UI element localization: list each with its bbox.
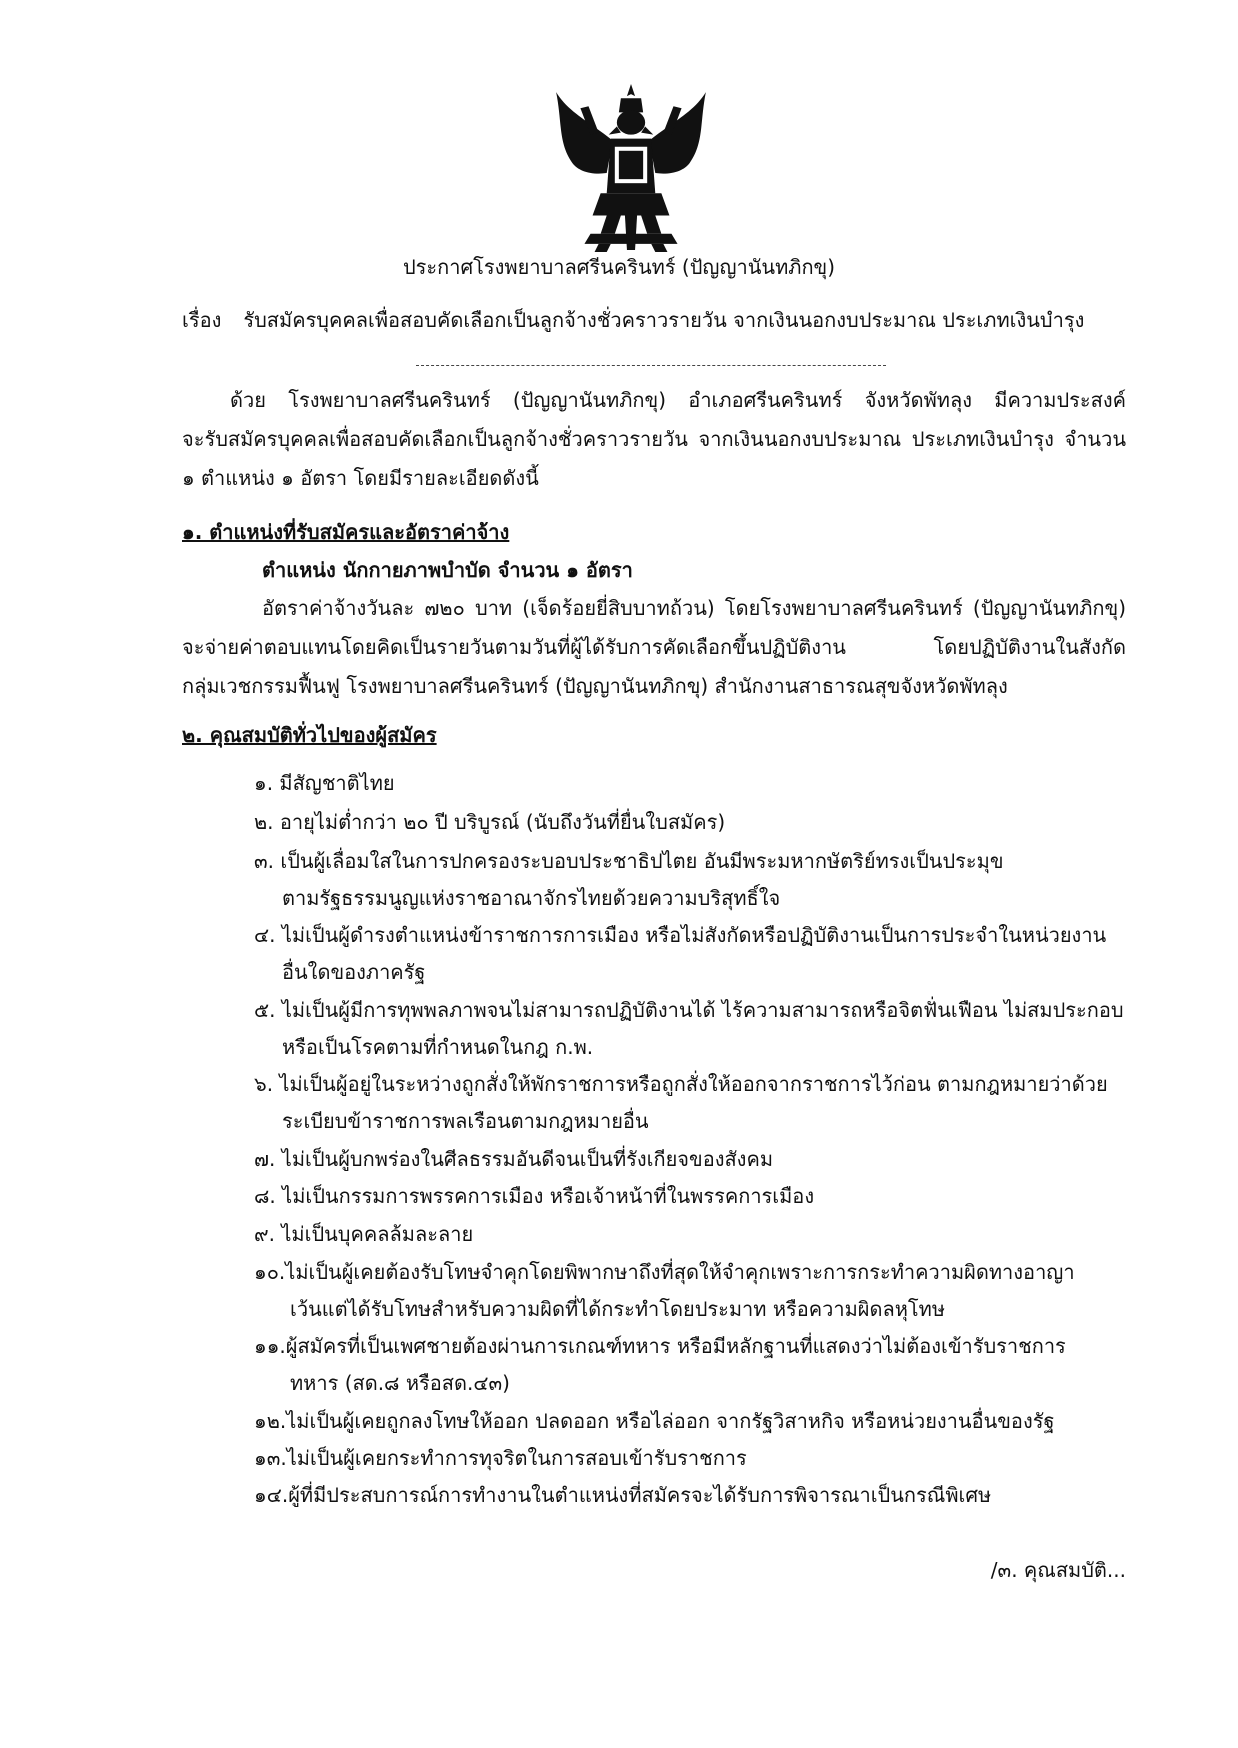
subject-text: รับสมัครบุคคลเพื่อสอบคัดเลือกเป็นลูกจ้างชั่วคราวรายวัน จากเงินนอกงบประมาณ ประเภทเงินบำรุง: [243, 308, 1085, 332]
subject-line: [182, 306, 1084, 334]
section-heading: ๒. คุณสมบัติทั่วไปของผู้สมัคร: [182, 723, 437, 747]
list-item: ๑. มีสัญชาติไทย: [254, 771, 395, 795]
list-item-continuation: หรือเป็นโรคตามที่กำหนดในกฎ ก.พ.: [282, 1035, 594, 1059]
wage-line: กลุ่มเวชกรรมฟื้นฟู โรงพยาบาลศรีนครินทร์ (ปัญญานันทภิกขุ) สำนักงานสาธารณสุขจังหวัดพัทลุง: [182, 674, 1008, 698]
next-page-marker: /๓. คุณสมบัติ...: [990, 1558, 1126, 1582]
wage-line: อัตราค่าจ้างวันละ ๗๒๐ บาท (เจ็ดร้อยยี่สิบบาทถ้วน) โดยโรงพยาบาลศรีนครินทร์ (ปัญญานันทภิกขุ): [262, 596, 1126, 620]
list-item: ๓. เป็นผู้เลื่อมใสในการปกครองระบอบประชาธิปไตย อันมีพระมหากษัตริย์ทรงเป็นประมุข: [254, 849, 1004, 873]
garuda-emblem-icon: [549, 82, 713, 254]
list-item: ๑๐.ไม่เป็นผู้เคยต้องรับโทษจำคุกโดยพิพากษาถึงที่สุดให้จำคุกเพราะการกระทำความผิดทางอาญา: [254, 1260, 1075, 1284]
list-item-continuation: ระเบียบข้าราชการพลเรือนตามกฎหมายอื่น: [282, 1109, 649, 1133]
list-item: ๑๑.ผู้สมัครที่เป็นเพศชายต้องผ่านการเกณฑ์ทหาร หรือมีหลักฐานที่แสดงว่าไม่ต้องเข้ารับราชการ: [254, 1334, 1066, 1358]
list-item: ๙. ไม่เป็นบุคคลล้มละลาย: [254, 1222, 474, 1246]
intro-line: จะรับสมัครบุคคลเพื่อสอบคัดเลือกเป็นลูกจ้างชั่วคราวรายวัน จากเงินนอกงบประมาณ ประเภทเงินบำรุง จำนวน: [182, 427, 1126, 451]
list-item-continuation: เว้นแต่ได้รับโทษสำหรับความผิดที่ได้กระทำโดยประมาท หรือความผิดลหุโทษ: [290, 1297, 946, 1321]
list-item: ๒. อายุไม่ต่ำกว่า ๒๐ ปี บริบูรณ์ (นับถึงวันที่ยื่นใบสมัคร): [254, 810, 726, 834]
intro-line: ๑ ตำแหน่ง ๑ อัตรา โดยมีรายละเอียดดังนี้: [182, 466, 539, 490]
list-item-continuation: อื่นใดของภาครัฐ: [282, 960, 426, 984]
list-item: ๑๔.ผู้ที่มีประสบการณ์การทำงานในตำแหน่งที่สมัครจะได้รับการพิจารณาเป็นกรณีพิเศษ: [254, 1483, 992, 1507]
list-item: ๘. ไม่เป็นกรรมการพรรคการเมือง หรือเจ้าหน้าที่ในพรรคการเมือง: [254, 1184, 815, 1208]
section-heading: ๑. ตำแหน่งที่รับสมัครและอัตราค่าจ้าง: [182, 520, 510, 544]
wage-line: จะจ่ายค่าตอบแทนโดยคิดเป็นรายวันตามวันที่ผู้ได้รับการคัดเลือกขึ้นปฏิบัติงาน โดยปฏิบัติงานในสังกัด: [182, 635, 1126, 659]
list-item-continuation: ตามรัฐธรรมนูญแห่งราชอาณาจักรไทยด้วยความบริสุทธิ์ใจ: [282, 886, 781, 910]
list-item-continuation: ทหาร (สด.๘ หรือสด.๔๓): [290, 1371, 510, 1395]
list-item: ๑๓.ไม่เป็นผู้เคยกระทำการทุจริตในการสอบเข้ารับราชการ: [254, 1446, 747, 1470]
dashed-divider: [416, 365, 886, 366]
position-line: ตำแหน่ง นักกายภาพบำบัด จำนวน ๑ อัตรา: [262, 558, 633, 582]
document-title: ประกาศโรงพยาบาลศรีนครินทร์ (ปัญญานันทภิกขุ): [402, 255, 836, 279]
list-item: ๖. ไม่เป็นผู้อยู่ในระหว่างถูกสั่งให้พักราชการหรือถูกสั่งให้ออกจากราชการไว้ก่อน ตามกฎหมายว่าด้วย: [254, 1072, 1108, 1096]
intro-line: ด้วย โรงพยาบาลศรีนครินทร์ (ปัญญานันทภิกขุ) อำเภอศรีนครินทร์ จังหวัดพัทลุง มีความประสงค์: [230, 388, 1126, 412]
list-item: ๗. ไม่เป็นผู้บกพร่องในศีลธรรมอันดีจนเป็นที่รังเกียจของสังคม: [254, 1147, 774, 1171]
subject-label: เรื่อง: [182, 308, 222, 332]
list-item: ๔. ไม่เป็นผู้ดำรงตำแหน่งข้าราชการการเมือง หรือไม่สังกัดหรือปฏิบัติงานเป็นการประจำในหน่วยงาน: [254, 923, 1107, 947]
list-item: ๑๒.ไม่เป็นผู้เคยถูกลงโทษให้ออก ปลดออก หรือไล่ออก จากรัฐวิสาหกิจ หรือหน่วยงานอื่นของรัฐ: [254, 1409, 1055, 1433]
list-item: ๕. ไม่เป็นผู้มีการทุพพลภาพจนไม่สามารถปฏิบัติงานได้ ไร้ความสามารถหรือจิตฟั่นเฟือน ไม่สมประกอบ: [254, 998, 1124, 1022]
